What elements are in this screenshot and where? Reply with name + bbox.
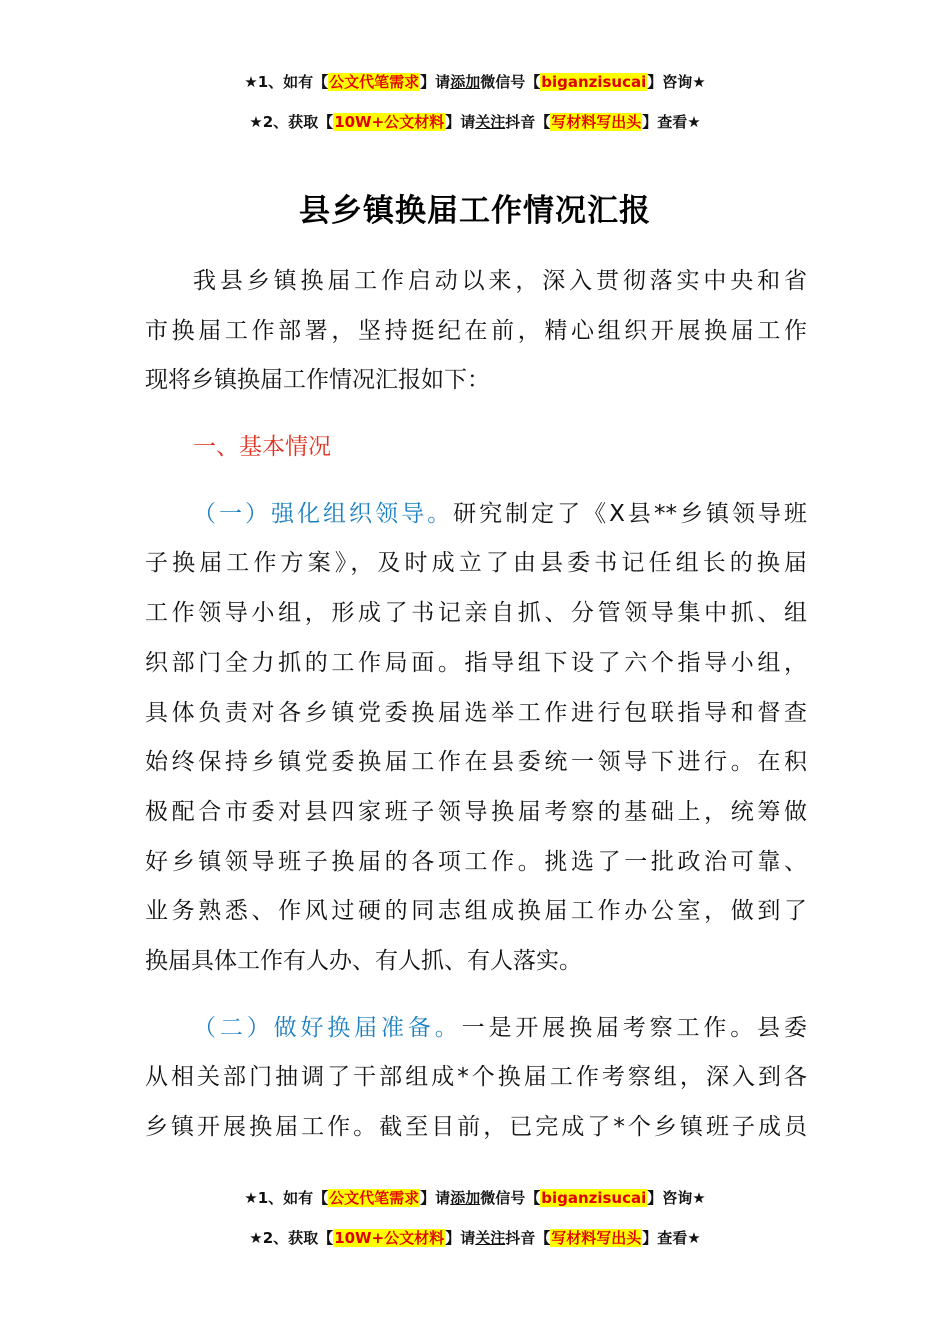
highlight-douyin-id: 写材料写出头 [551,113,642,131]
paragraph-line: 工作领导小组，形成了书记亲自抓、分管领导集中抓、组 [145,600,807,627]
paragraph-line: 业务熟悉、作风过硬的同志组成换届工作办公室，做到了 [145,898,807,925]
subsection-heading: （一）强化组织领导。 [193,500,454,527]
paragraph-line: 好乡镇领导班子换届的各项工作。挑选了一批政治可靠、 [145,848,807,875]
paragraph-line: 始终保持乡镇党委换届工作在县委统一领导下进行。在积 [145,749,807,776]
document-body [145,257,807,1153]
paragraph-line: 具体负责对各乡镇党委换届选举工作进行包联指导和督查 [145,699,807,726]
paragraph-first-line: （二）做好换届准备。一是开展换届考察工作。县委 [193,1014,807,1041]
bottom-banner-line-2: ★2、获取【10W+公文材料】请关注抖音【写材料写出头】查看★ [249,1229,701,1247]
highlight-service: 公文代笔需求 [329,1189,420,1207]
highlight-douyin-id: 写材料写出头 [551,1229,642,1247]
highlight-materials: 10W+公文材料 [334,113,445,131]
highlight-service: 公文代笔需求 [329,73,420,91]
top-banner-line-2: ★2、获取【10W+公文材料】请关注抖音【写材料写出头】查看★ [249,113,701,131]
highlight-materials: 10W+公文材料 [334,1229,445,1247]
highlight-wechat-id: biganzisucai [541,73,647,91]
paragraph-line: 换届具体工作有人办、有人抓、有人落实。 [145,947,582,974]
paragraph-line: 乡镇开展换届工作。截至目前，已完成了*个乡镇班子成员 [145,1114,807,1140]
intro-line: 现将乡镇换届工作情况汇报如下： [145,367,490,394]
subsection-heading: （二）做好换届准备。 [193,1014,462,1041]
section-heading: 一、基本情况 [193,434,331,461]
paragraph-line: 织部门全力抓的工作局面。指导组下设了六个指导小组， [145,649,807,676]
paragraph-line: 极配合市委对县四家班子领导换届考察的基础上，统筹做 [145,798,807,825]
bottom-banner-line-1: ★1、如有【公文代笔需求】请添加微信号【biganzisucai】咨询★ [244,1189,706,1207]
intro-line: 市换届工作部署，坚持挺纪在前，精心组织开展换届工作 [145,317,807,344]
paragraph-line: 子换届工作方案》，及时成立了由县委书记任组长的换届 [145,550,807,577]
intro-line: 我县乡镇换届工作启动以来，深入贯彻落实中央和省 [193,268,807,294]
top-banner-line-1: ★1、如有【公文代笔需求】请添加微信号【biganzisucai】咨询★ [244,73,706,91]
paragraph-first-line: （一）强化组织领导。研究制定了《X县**乡镇领导班 [193,500,807,527]
document-title: 县乡镇换届工作情况汇报 [299,193,651,229]
paragraph-line: 从相关部门抽调了干部组成*个换届工作考察组，深入到各 [145,1064,807,1091]
highlight-wechat-id: biganzisucai [541,1189,647,1207]
